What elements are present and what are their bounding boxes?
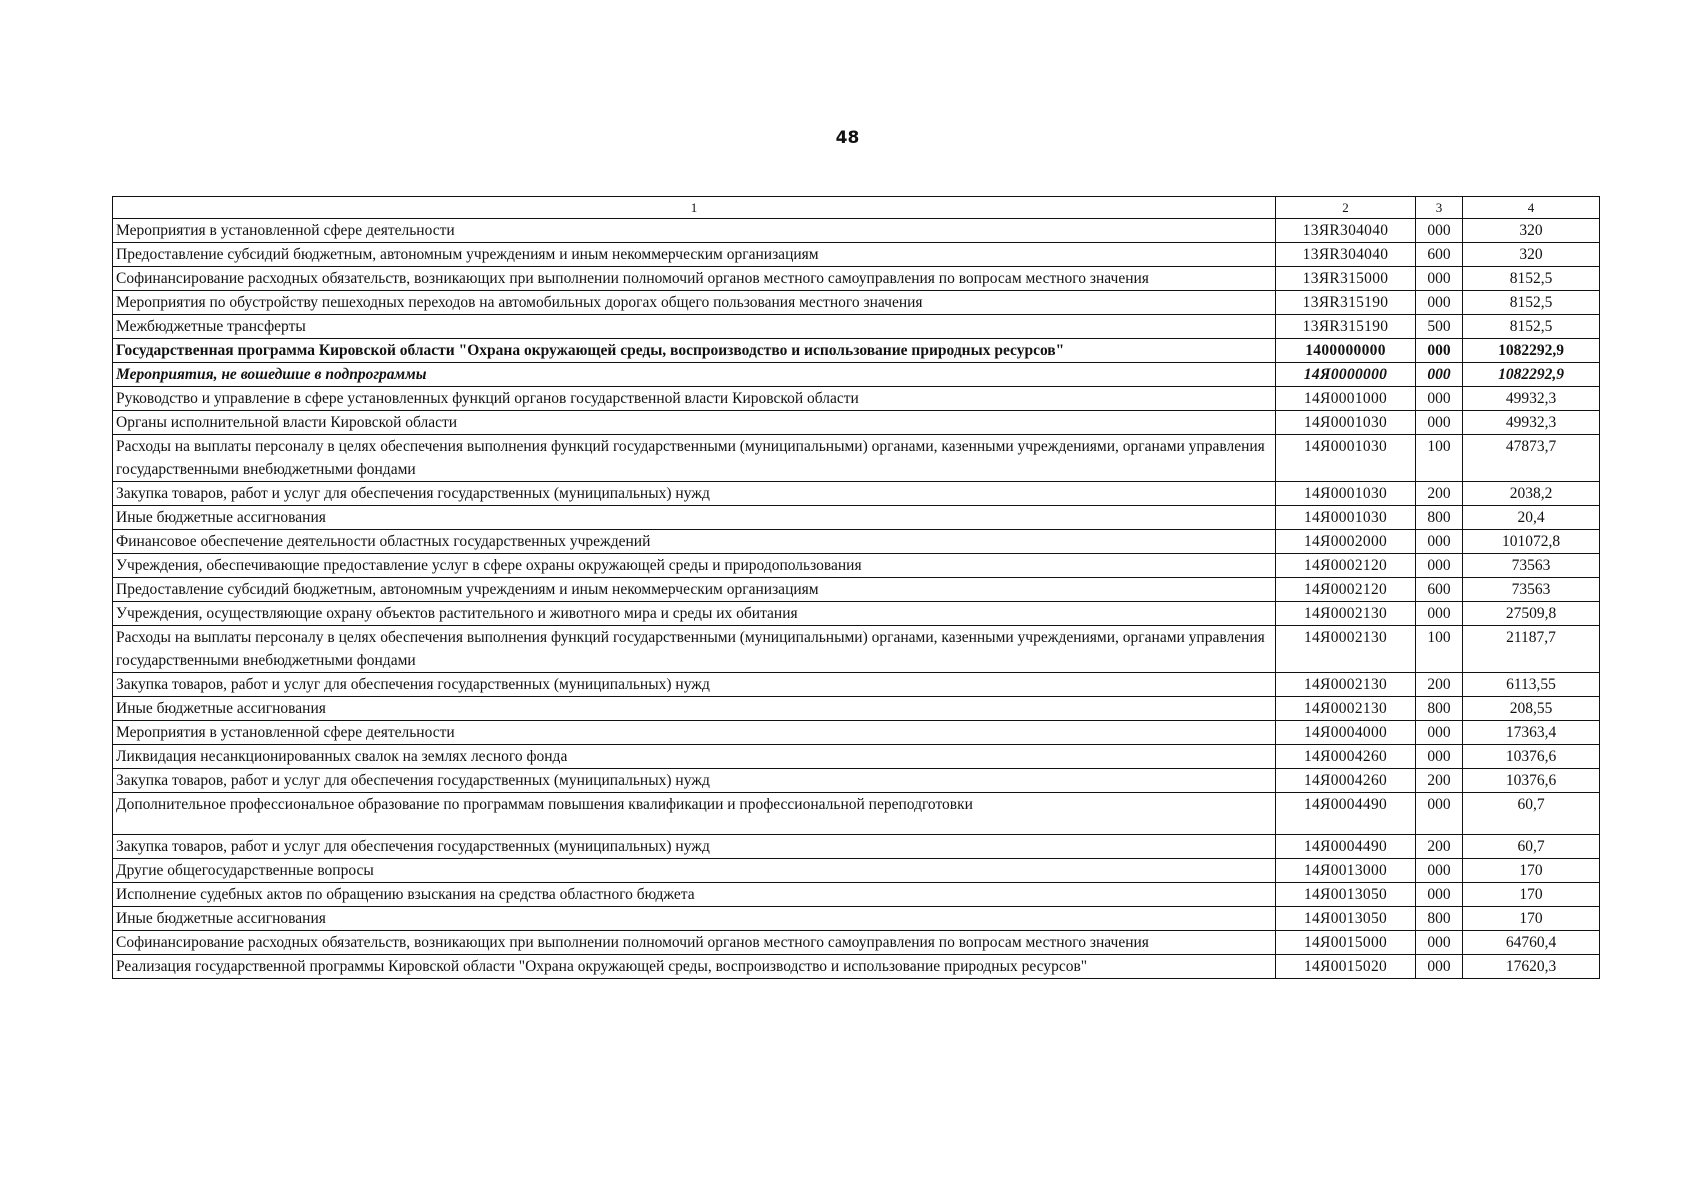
row-vr-cell: 000 xyxy=(1416,411,1463,435)
row-vr-cell: 000 xyxy=(1416,339,1463,363)
row-name-cell: Мероприятия, не вошедшие в подпрограммы xyxy=(113,363,1276,387)
row-name-cell: Иные бюджетные ассигнования xyxy=(113,697,1276,721)
row-name-cell: Руководство и управление в сфере установленных функций органов государственной власти Кировской области xyxy=(113,387,1276,411)
row-vr-cell: 000 xyxy=(1416,530,1463,554)
row-code-cell: 14Я0002120 xyxy=(1276,578,1416,602)
table-row xyxy=(113,291,1600,315)
row-code-cell: 14Я0002130 xyxy=(1276,602,1416,626)
row-amount-cell: 47873,7 xyxy=(1463,435,1600,482)
row-amount-cell: 170 xyxy=(1463,907,1600,931)
header-col-code: 2 xyxy=(1276,197,1416,219)
page-number: 48 xyxy=(835,128,860,148)
row-code-cell: 14Я0004260 xyxy=(1276,745,1416,769)
row-amount-cell: 6113,55 xyxy=(1463,673,1600,697)
row-vr-cell: 000 xyxy=(1416,721,1463,745)
row-amount-cell: 49932,3 xyxy=(1463,411,1600,435)
row-name-cell: Учреждения, осуществляющие охрану объектов растительного и животного мира и среды их обитания xyxy=(113,602,1276,626)
row-vr-cell: 000 xyxy=(1416,859,1463,883)
table-row xyxy=(113,411,1600,435)
row-amount-cell: 17363,4 xyxy=(1463,721,1600,745)
row-amount-cell: 49932,3 xyxy=(1463,387,1600,411)
row-code-cell: 1400000000 xyxy=(1276,339,1416,363)
table-row xyxy=(113,673,1600,697)
header-col-vr: 3 xyxy=(1416,197,1463,219)
row-name-cell: Исполнение судебных актов по обращению взыскания на средства областного бюджета xyxy=(113,883,1276,907)
row-name-cell: Ликвидация несанкционированных свалок на землях лесного фонда xyxy=(113,745,1276,769)
row-name-cell: Софинансирование расходных обязательств, возникающих при выполнении полномочий органов местного самоуправления по вопросам местного значения xyxy=(113,267,1276,291)
row-name-cell: Государственная программа Кировской области "Охрана окружающей среды, воспроизводство и использование природных ресурсов" xyxy=(113,339,1276,363)
row-amount-cell: 17620,3 xyxy=(1463,955,1600,979)
row-amount-cell: 1082292,9 xyxy=(1463,363,1600,387)
table-row xyxy=(113,793,1600,835)
row-vr-cell: 000 xyxy=(1416,554,1463,578)
row-vr-cell: 600 xyxy=(1416,578,1463,602)
row-vr-cell: 200 xyxy=(1416,482,1463,506)
row-amount-cell: 320 xyxy=(1463,243,1600,267)
row-vr-cell: 100 xyxy=(1416,626,1463,673)
row-name-cell: Органы исполнительной власти Кировской области xyxy=(113,411,1276,435)
row-code-cell: 13ЯR315190 xyxy=(1276,291,1416,315)
row-vr-cell: 000 xyxy=(1416,931,1463,955)
row-amount-cell: 170 xyxy=(1463,859,1600,883)
row-vr-cell: 600 xyxy=(1416,243,1463,267)
row-name-cell: Расходы на выплаты персоналу в целях обеспечения выполнения функций государственными (муниципальными) органами, казенными учреждениями, органами управления государственными внебюджетными фондами xyxy=(113,435,1276,482)
row-name-cell: Реализация государственной программы Кировской области "Охрана окружающей среды, воспроизводство и использование природных ресурсов" xyxy=(113,955,1276,979)
table-row xyxy=(113,602,1600,626)
row-amount-cell: 170 xyxy=(1463,883,1600,907)
row-code-cell: 14Я0004490 xyxy=(1276,835,1416,859)
table-row xyxy=(113,745,1600,769)
row-amount-cell: 8152,5 xyxy=(1463,267,1600,291)
row-vr-cell: 000 xyxy=(1416,602,1463,626)
row-name-cell: Предоставление субсидий бюджетным, автономным учреждениям и иным некоммерческим организациям xyxy=(113,243,1276,267)
row-code-cell: 13ЯR304040 xyxy=(1276,219,1416,243)
row-vr-cell: 000 xyxy=(1416,793,1463,835)
row-code-cell: 14Я0015020 xyxy=(1276,955,1416,979)
row-code-cell: 14Я0013050 xyxy=(1276,883,1416,907)
table-row xyxy=(113,697,1600,721)
row-vr-cell: 000 xyxy=(1416,363,1463,387)
row-amount-cell: 27509,8 xyxy=(1463,602,1600,626)
row-vr-cell: 800 xyxy=(1416,697,1463,721)
row-amount-cell: 208,55 xyxy=(1463,697,1600,721)
row-name-cell: Дополнительное профессиональное образование по программам повышения квалификации и профессиональной переподготовки xyxy=(113,793,1276,835)
row-code-cell: 14Я0001030 xyxy=(1276,411,1416,435)
row-name-cell: Межбюджетные трансферты xyxy=(113,315,1276,339)
budget-table-body xyxy=(113,197,1600,979)
row-name-cell: Закупка товаров, работ и услуг для обеспечения государственных (муниципальных) нужд xyxy=(113,482,1276,506)
table-row xyxy=(113,387,1600,411)
row-name-cell: Мероприятия по обустройству пешеходных переходов на автомобильных дорогах общего пользования местного значения xyxy=(113,291,1276,315)
row-name-cell: Другие общегосударственные вопросы xyxy=(113,859,1276,883)
row-code-cell: 14Я0004260 xyxy=(1276,769,1416,793)
row-amount-cell: 101072,8 xyxy=(1463,530,1600,554)
row-vr-cell: 800 xyxy=(1416,506,1463,530)
table-row xyxy=(113,435,1600,482)
row-amount-cell: 10376,6 xyxy=(1463,769,1600,793)
row-amount-cell: 1082292,9 xyxy=(1463,339,1600,363)
row-amount-cell: 73563 xyxy=(1463,554,1600,578)
row-name-cell: Учреждения, обеспечивающие предоставление услуг в сфере охраны окружающей среды и природопользования xyxy=(113,554,1276,578)
row-name-cell: Иные бюджетные ассигнования xyxy=(113,907,1276,931)
row-name-cell: Закупка товаров, работ и услуг для обеспечения государственных (муниципальных) нужд xyxy=(113,673,1276,697)
table-row xyxy=(113,931,1600,955)
row-vr-cell: 200 xyxy=(1416,673,1463,697)
row-name-cell: Мероприятия в установленной сфере деятельности xyxy=(113,219,1276,243)
table-row xyxy=(113,506,1600,530)
row-vr-cell: 000 xyxy=(1416,219,1463,243)
row-vr-cell: 500 xyxy=(1416,315,1463,339)
header-col-name: 1 xyxy=(113,197,1276,219)
row-code-cell: 14Я0001030 xyxy=(1276,435,1416,482)
row-amount-cell: 64760,4 xyxy=(1463,931,1600,955)
table-row xyxy=(113,339,1600,363)
row-name-cell: Софинансирование расходных обязательств, возникающих при выполнении полномочий органов местного самоуправления по вопросам местного значения xyxy=(113,931,1276,955)
row-name-cell: Иные бюджетные ассигнования xyxy=(113,506,1276,530)
row-code-cell: 14Я0004490 xyxy=(1276,793,1416,835)
table-row xyxy=(113,363,1600,387)
row-code-cell: 14Я0002120 xyxy=(1276,554,1416,578)
row-code-cell: 14Я0015000 xyxy=(1276,931,1416,955)
row-name-cell: Расходы на выплаты персоналу в целях обеспечения выполнения функций государственными (муниципальными) органами, казенными учреждениями, органами управления государственными внебюджетными фондами xyxy=(113,626,1276,673)
row-vr-cell: 000 xyxy=(1416,267,1463,291)
row-vr-cell: 100 xyxy=(1416,435,1463,482)
row-code-cell: 14Я0001030 xyxy=(1276,506,1416,530)
table-row xyxy=(113,482,1600,506)
row-vr-cell: 800 xyxy=(1416,907,1463,931)
row-code-cell: 14Я0001000 xyxy=(1276,387,1416,411)
row-code-cell: 14Я0002130 xyxy=(1276,626,1416,673)
row-amount-cell: 2038,2 xyxy=(1463,482,1600,506)
row-amount-cell: 8152,5 xyxy=(1463,315,1600,339)
row-code-cell: 14Я0002130 xyxy=(1276,697,1416,721)
row-code-cell: 13ЯR304040 xyxy=(1276,243,1416,267)
table-header-row xyxy=(113,197,1600,219)
table-row xyxy=(113,315,1600,339)
row-code-cell: 14Я0000000 xyxy=(1276,363,1416,387)
row-amount-cell: 320 xyxy=(1463,219,1600,243)
table-row xyxy=(113,626,1600,673)
row-vr-cell: 000 xyxy=(1416,291,1463,315)
table-row xyxy=(113,578,1600,602)
table-row xyxy=(113,907,1600,931)
row-amount-cell: 10376,6 xyxy=(1463,745,1600,769)
row-code-cell: 13ЯR315190 xyxy=(1276,315,1416,339)
row-name-cell: Мероприятия в установленной сфере деятельности xyxy=(113,721,1276,745)
row-vr-cell: 000 xyxy=(1416,745,1463,769)
budget-table xyxy=(112,196,1600,979)
row-name-cell: Закупка товаров, работ и услуг для обеспечения государственных (муниципальных) нужд xyxy=(113,769,1276,793)
table-row xyxy=(113,219,1600,243)
table-row xyxy=(113,554,1600,578)
row-amount-cell: 8152,5 xyxy=(1463,291,1600,315)
row-name-cell: Предоставление субсидий бюджетным, автономным учреждениям и иным некоммерческим организациям xyxy=(113,578,1276,602)
row-amount-cell: 60,7 xyxy=(1463,835,1600,859)
table-row xyxy=(113,955,1600,979)
row-code-cell: 14Я0013000 xyxy=(1276,859,1416,883)
row-amount-cell: 60,7 xyxy=(1463,793,1600,835)
row-amount-cell: 73563 xyxy=(1463,578,1600,602)
table-row xyxy=(113,883,1600,907)
table-row xyxy=(113,267,1600,291)
table-row xyxy=(113,243,1600,267)
row-code-cell: 13ЯR315000 xyxy=(1276,267,1416,291)
row-name-cell: Финансовое обеспечение деятельности областных государственных учреждений xyxy=(113,530,1276,554)
table-row xyxy=(113,835,1600,859)
row-code-cell: 14Я0002130 xyxy=(1276,673,1416,697)
table-row xyxy=(113,530,1600,554)
row-code-cell: 14Я0004000 xyxy=(1276,721,1416,745)
header-col-amount: 4 xyxy=(1463,197,1600,219)
table-row xyxy=(113,769,1600,793)
table-row xyxy=(113,859,1600,883)
row-name-cell: Закупка товаров, работ и услуг для обеспечения государственных (муниципальных) нужд xyxy=(113,835,1276,859)
row-vr-cell: 200 xyxy=(1416,769,1463,793)
row-vr-cell: 000 xyxy=(1416,955,1463,979)
row-code-cell: 14Я0002000 xyxy=(1276,530,1416,554)
table-row xyxy=(113,721,1600,745)
row-code-cell: 14Я0001030 xyxy=(1276,482,1416,506)
row-vr-cell: 000 xyxy=(1416,883,1463,907)
row-amount-cell: 20,4 xyxy=(1463,506,1600,530)
row-code-cell: 14Я0013050 xyxy=(1276,907,1416,931)
row-vr-cell: 000 xyxy=(1416,387,1463,411)
row-vr-cell: 200 xyxy=(1416,835,1463,859)
row-amount-cell: 21187,7 xyxy=(1463,626,1600,673)
